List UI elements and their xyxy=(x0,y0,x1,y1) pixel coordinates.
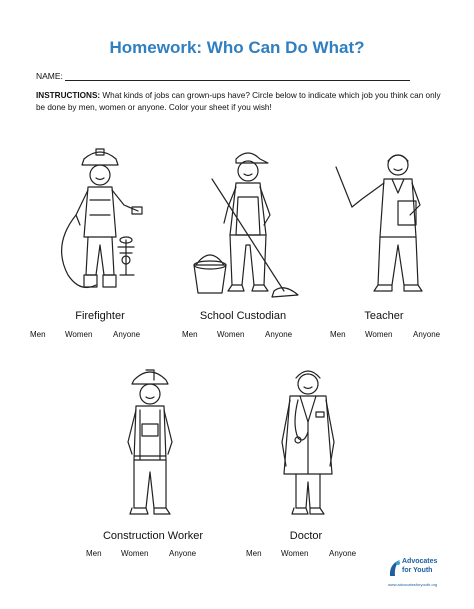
job-label-teacher: Teacher xyxy=(364,310,404,322)
option-anyone[interactable]: Anyone xyxy=(413,330,441,339)
page-title: Homework: Who Can Do What? xyxy=(109,38,365,57)
option-women[interactable]: Women xyxy=(121,549,149,558)
option-men[interactable]: Men xyxy=(182,330,198,339)
option-anyone[interactable]: Anyone xyxy=(329,549,357,558)
options-construction-worker xyxy=(86,549,196,558)
name-label: NAME: xyxy=(36,71,63,81)
job-label-construction-worker: Construction Worker xyxy=(102,530,204,542)
logo-text-line1: Advocates xyxy=(402,558,438,565)
option-anyone[interactable]: Anyone xyxy=(265,330,293,339)
option-men[interactable]: Men xyxy=(330,330,346,339)
logo-mark-icon xyxy=(388,558,402,578)
option-women[interactable]: Women xyxy=(217,330,245,339)
construction-worker-illustration xyxy=(110,362,190,522)
school-custodian-illustration xyxy=(188,145,308,300)
logo-url: www.advocatesforyouth.org xyxy=(388,582,438,587)
firefighter-illustration xyxy=(50,145,150,300)
logo-text-line2: for Youth xyxy=(402,567,433,574)
options-firefighter xyxy=(30,330,140,339)
option-women[interactable]: Women xyxy=(365,330,393,339)
options-school-custodian xyxy=(182,330,292,339)
doctor-illustration xyxy=(268,362,348,522)
option-men[interactable]: Men xyxy=(246,549,262,558)
option-men[interactable]: Men xyxy=(30,330,46,339)
job-label-school-custodian: School Custodian xyxy=(199,310,287,322)
teacher-illustration xyxy=(332,145,442,300)
option-anyone[interactable]: Anyone xyxy=(169,549,197,558)
option-women[interactable]: Women xyxy=(281,549,309,558)
option-men[interactable]: Men xyxy=(86,549,102,558)
instructions xyxy=(36,90,448,114)
instructions-text: What kinds of jobs can grown-ups have? Circle below to indicate which job you think can only be done by men, women or anyone. Color your sheet if you wish! xyxy=(36,91,441,112)
instructions-label: INSTRUCTIONS: xyxy=(36,91,101,100)
option-anyone[interactable]: Anyone xyxy=(113,330,141,339)
option-women[interactable]: Women xyxy=(65,330,93,339)
options-teacher xyxy=(330,330,440,339)
job-label-firefighter: Firefighter xyxy=(75,310,125,322)
name-input-line[interactable] xyxy=(65,71,410,81)
advocates-for-youth-logo xyxy=(386,556,456,594)
job-label-doctor: Doctor xyxy=(289,530,323,542)
options-doctor xyxy=(246,549,356,558)
name-field-row xyxy=(36,71,410,81)
